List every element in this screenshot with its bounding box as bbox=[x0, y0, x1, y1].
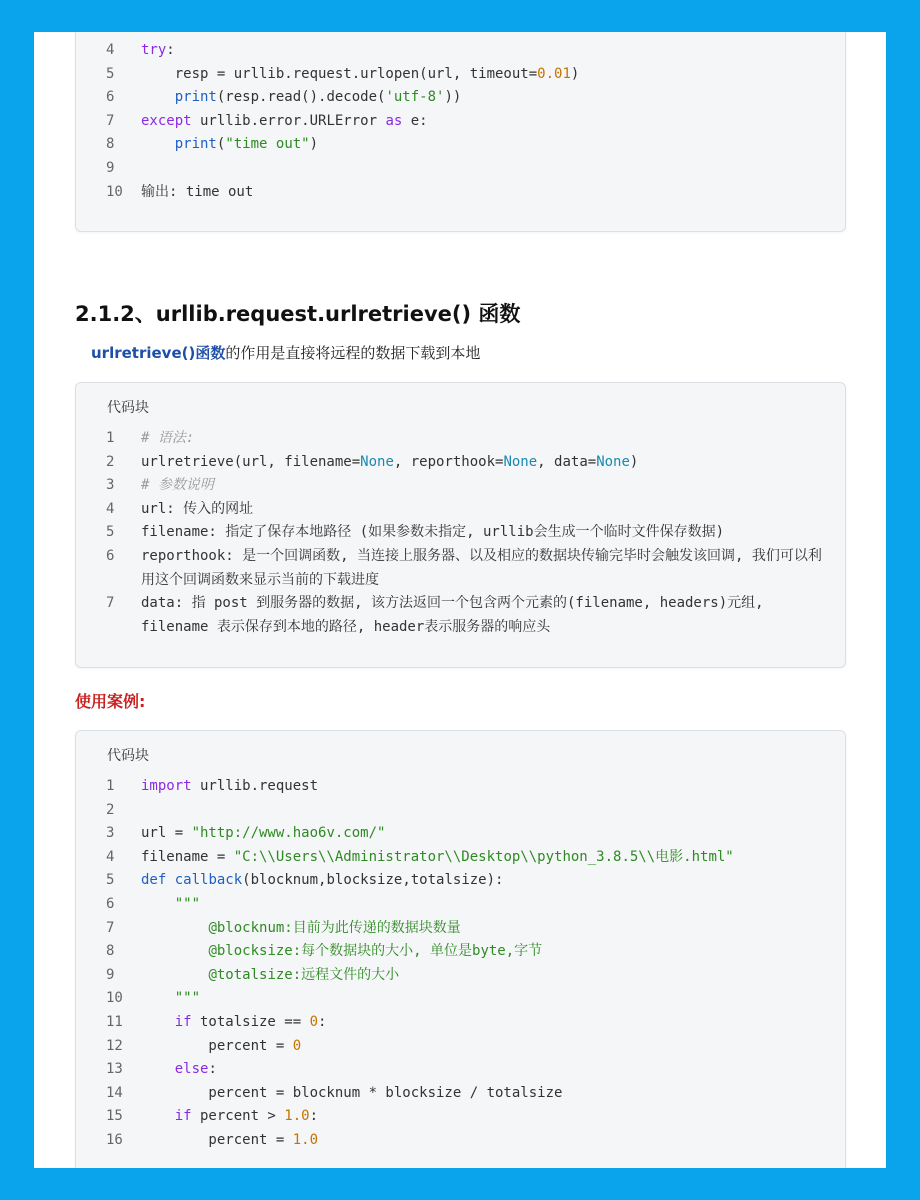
code-token: 1.0 bbox=[292, 1131, 319, 1148]
code-token bbox=[166, 872, 174, 888]
code-text bbox=[141, 1011, 845, 1035]
code-token: 'utf-8' bbox=[385, 89, 445, 106]
code-line bbox=[76, 1011, 845, 1035]
line-number: 1 bbox=[106, 430, 115, 446]
usage-example-title: 使用案例: bbox=[75, 692, 146, 711]
line-number: 3 bbox=[106, 825, 115, 842]
line-number: 7 bbox=[106, 112, 115, 129]
code-block-urlopen-timeout bbox=[75, 32, 846, 232]
code-text bbox=[141, 1035, 845, 1059]
code-line bbox=[76, 917, 845, 941]
code-text bbox=[141, 917, 845, 941]
code-token: "http://www.hao6v.com/" bbox=[191, 825, 386, 842]
code-line bbox=[76, 1105, 845, 1129]
code-text bbox=[141, 86, 845, 110]
code-line bbox=[76, 521, 845, 545]
line-number: 5 bbox=[106, 872, 115, 889]
code-text bbox=[141, 987, 845, 1011]
code-text bbox=[141, 521, 845, 545]
line-number: 5 bbox=[106, 65, 115, 82]
line-number: 11 bbox=[106, 1013, 123, 1030]
code-line bbox=[76, 964, 845, 988]
code-line bbox=[76, 940, 845, 964]
code-token: : bbox=[208, 1061, 217, 1078]
code-token: import bbox=[141, 778, 192, 794]
line-number: 9 bbox=[106, 159, 115, 176]
line-number: 8 bbox=[106, 136, 115, 153]
code-token bbox=[141, 1014, 175, 1030]
code-token: , reporthook= bbox=[393, 453, 504, 470]
code-text bbox=[141, 181, 845, 205]
line-number: 13 bbox=[106, 1061, 123, 1078]
code-token: "time out" bbox=[225, 136, 310, 153]
code-token: "C:\\Users\\Administrator\\Desktop\\python_3.8.5\\电影.html" bbox=[233, 848, 734, 865]
code-line bbox=[76, 893, 845, 917]
code-line bbox=[76, 846, 845, 870]
code-token: None bbox=[503, 453, 538, 470]
code-token: except bbox=[141, 112, 192, 129]
code-token bbox=[141, 943, 208, 959]
code-token: percent = bbox=[141, 1131, 293, 1148]
code-token bbox=[141, 990, 175, 1006]
code-line bbox=[76, 1082, 845, 1106]
code-line bbox=[76, 427, 845, 451]
code-token bbox=[141, 1061, 175, 1077]
line-number: 3 bbox=[106, 477, 115, 494]
description-text: 的作用是直接将远程的数据下载到本地 bbox=[225, 344, 481, 362]
line-number: 4 bbox=[106, 42, 115, 58]
code-text bbox=[141, 110, 845, 134]
line-number: 6 bbox=[106, 89, 115, 106]
code-line bbox=[76, 474, 845, 498]
code-line bbox=[76, 1035, 845, 1059]
code-text bbox=[141, 940, 845, 964]
code-token: print bbox=[174, 136, 217, 153]
code-text bbox=[141, 964, 845, 988]
line-number: 6 bbox=[106, 547, 115, 564]
code-text bbox=[141, 1105, 845, 1129]
code-token: # 参数说明 bbox=[141, 477, 214, 494]
code-token: data: 指 post 到服务器的数据, 该方法返回一个包含两个元素的(filename, headers)元组, filename 表示保存到本地的路径, header表示服务器的响应头 bbox=[141, 595, 764, 635]
code-token: percent > bbox=[191, 1108, 285, 1125]
line-number: 10 bbox=[106, 183, 123, 200]
line-number: 7 bbox=[106, 595, 115, 612]
code-token: else bbox=[174, 1061, 209, 1078]
code-token: @totalsize:远程文件的大小 bbox=[208, 966, 400, 983]
code-text bbox=[141, 157, 845, 181]
code-token: percent = blocknum * blocksize / totalsize bbox=[141, 1084, 563, 1101]
code-line bbox=[76, 86, 845, 110]
code-line bbox=[76, 157, 845, 181]
code-token: """ bbox=[174, 895, 201, 912]
code-line bbox=[76, 869, 845, 893]
code-text bbox=[141, 39, 845, 63]
line-number: 10 bbox=[106, 990, 123, 1007]
code-token: : bbox=[318, 1013, 327, 1030]
line-number: 5 bbox=[106, 524, 115, 541]
code-text bbox=[141, 498, 845, 522]
code-token: as bbox=[385, 112, 403, 129]
code-lines bbox=[76, 39, 845, 204]
code-token: if bbox=[174, 1013, 192, 1030]
code-block-usage-example bbox=[75, 730, 846, 1168]
code-token: )) bbox=[444, 89, 462, 106]
code-line bbox=[76, 39, 845, 63]
code-line bbox=[76, 1058, 845, 1082]
code-token: urlretrieve(url, filename= bbox=[141, 453, 361, 470]
article-page bbox=[34, 32, 886, 1168]
code-token bbox=[141, 967, 208, 983]
code-token: callback bbox=[174, 872, 243, 889]
code-token: : bbox=[166, 42, 175, 58]
code-token: (resp.read().decode( bbox=[216, 89, 386, 106]
line-number: 2 bbox=[106, 453, 115, 470]
code-token: ) bbox=[309, 136, 319, 153]
code-token: (blocknum,blocksize,totalsize): bbox=[242, 872, 504, 889]
code-token bbox=[141, 136, 175, 152]
code-text bbox=[141, 133, 845, 157]
line-number: 9 bbox=[106, 966, 115, 983]
code-token: percent = bbox=[141, 1037, 293, 1054]
code-token: None bbox=[596, 453, 630, 470]
code-token: url: 传入的网址 bbox=[141, 500, 254, 517]
code-token: urllib.request bbox=[191, 778, 319, 794]
code-token: totalsize == bbox=[191, 1013, 310, 1030]
code-token: def bbox=[141, 872, 167, 889]
code-line bbox=[76, 775, 845, 799]
code-text bbox=[141, 893, 845, 917]
line-number: 2 bbox=[106, 801, 115, 818]
code-text bbox=[141, 822, 845, 846]
code-text bbox=[141, 474, 845, 498]
code-block-urlretrieve-syntax bbox=[75, 382, 846, 668]
code-text bbox=[141, 1058, 845, 1082]
code-token: @blocksize:每个数据块的大小, 单位是byte,字节 bbox=[208, 943, 543, 960]
code-token: # 语法: bbox=[141, 430, 195, 446]
code-token: 0 bbox=[292, 1037, 302, 1054]
code-text bbox=[141, 1082, 845, 1106]
code-token: resp = urllib.request.urlopen(url, timeout= bbox=[141, 65, 538, 82]
code-token bbox=[141, 1108, 175, 1124]
code-token: try bbox=[141, 42, 167, 58]
code-text bbox=[141, 545, 845, 592]
line-number: 16 bbox=[106, 1131, 123, 1148]
code-token: urllib.error.URLError bbox=[191, 112, 386, 129]
code-token: ) bbox=[629, 453, 639, 470]
code-token: ( bbox=[216, 136, 226, 153]
code-token: filename: 指定了保存本地路径 (如果参数未指定, urllib会生成一个临时文件保存数据) bbox=[141, 524, 725, 541]
code-token: 0.01 bbox=[537, 65, 571, 82]
code-block-label: 代码块 bbox=[107, 748, 149, 764]
code-text bbox=[141, 799, 845, 823]
line-number: 6 bbox=[106, 895, 115, 912]
code-token bbox=[141, 896, 175, 912]
code-line bbox=[76, 63, 845, 87]
code-lines bbox=[76, 427, 845, 639]
code-text bbox=[141, 451, 845, 475]
code-token: print bbox=[174, 89, 217, 106]
code-line bbox=[76, 799, 845, 823]
code-token: 1.0 bbox=[284, 1108, 310, 1125]
section-description bbox=[91, 342, 480, 363]
code-token: , data= bbox=[537, 453, 597, 470]
code-text bbox=[141, 427, 845, 451]
code-text bbox=[141, 1129, 845, 1153]
code-text bbox=[141, 63, 845, 87]
code-token: """ bbox=[174, 990, 201, 1007]
code-text bbox=[141, 592, 845, 639]
code-line bbox=[76, 110, 845, 134]
code-token: @blocknum:目前为此传递的数据块数量 bbox=[208, 919, 461, 936]
code-token: url = bbox=[141, 825, 192, 842]
code-token: 0 bbox=[309, 1013, 319, 1030]
section-heading: 2.1.2、urllib.request.urlretrieve() 函数 bbox=[75, 302, 521, 326]
code-text bbox=[141, 846, 845, 870]
code-token: e: bbox=[402, 112, 428, 129]
line-number: 8 bbox=[106, 943, 115, 960]
code-token: if bbox=[174, 1108, 192, 1125]
line-number: 12 bbox=[106, 1037, 123, 1054]
code-text bbox=[141, 775, 845, 799]
code-lines bbox=[76, 775, 845, 1153]
line-number: 4 bbox=[106, 848, 115, 865]
code-line bbox=[76, 545, 845, 592]
code-line bbox=[76, 822, 845, 846]
code-line bbox=[76, 498, 845, 522]
code-token: 输出: time out bbox=[141, 183, 254, 200]
line-number: 4 bbox=[106, 500, 115, 517]
line-number: 14 bbox=[106, 1084, 123, 1101]
code-line bbox=[76, 451, 845, 475]
code-line bbox=[76, 181, 845, 205]
line-number: 15 bbox=[106, 1108, 123, 1125]
code-block-label: 代码块 bbox=[107, 400, 149, 416]
code-line bbox=[76, 1129, 845, 1153]
code-token bbox=[141, 89, 175, 105]
code-token: ) bbox=[570, 65, 580, 82]
code-line bbox=[76, 987, 845, 1011]
code-token: reporthook: 是一个回调函数, 当连接上服务器、以及相应的数据块传输完毕时会触发该回调, 我们可以利用这个回调函数来显示当前的下载进度 bbox=[141, 547, 822, 588]
code-text bbox=[141, 869, 845, 893]
code-token: : bbox=[309, 1108, 319, 1125]
code-token: None bbox=[360, 453, 394, 470]
line-number: 1 bbox=[106, 778, 115, 794]
line-number: 7 bbox=[106, 919, 115, 936]
code-line bbox=[76, 133, 845, 157]
code-line bbox=[76, 592, 845, 639]
function-link[interactable]: urlretrieve()函数 bbox=[91, 344, 226, 362]
code-token: filename = bbox=[141, 848, 234, 865]
code-token bbox=[141, 920, 208, 936]
